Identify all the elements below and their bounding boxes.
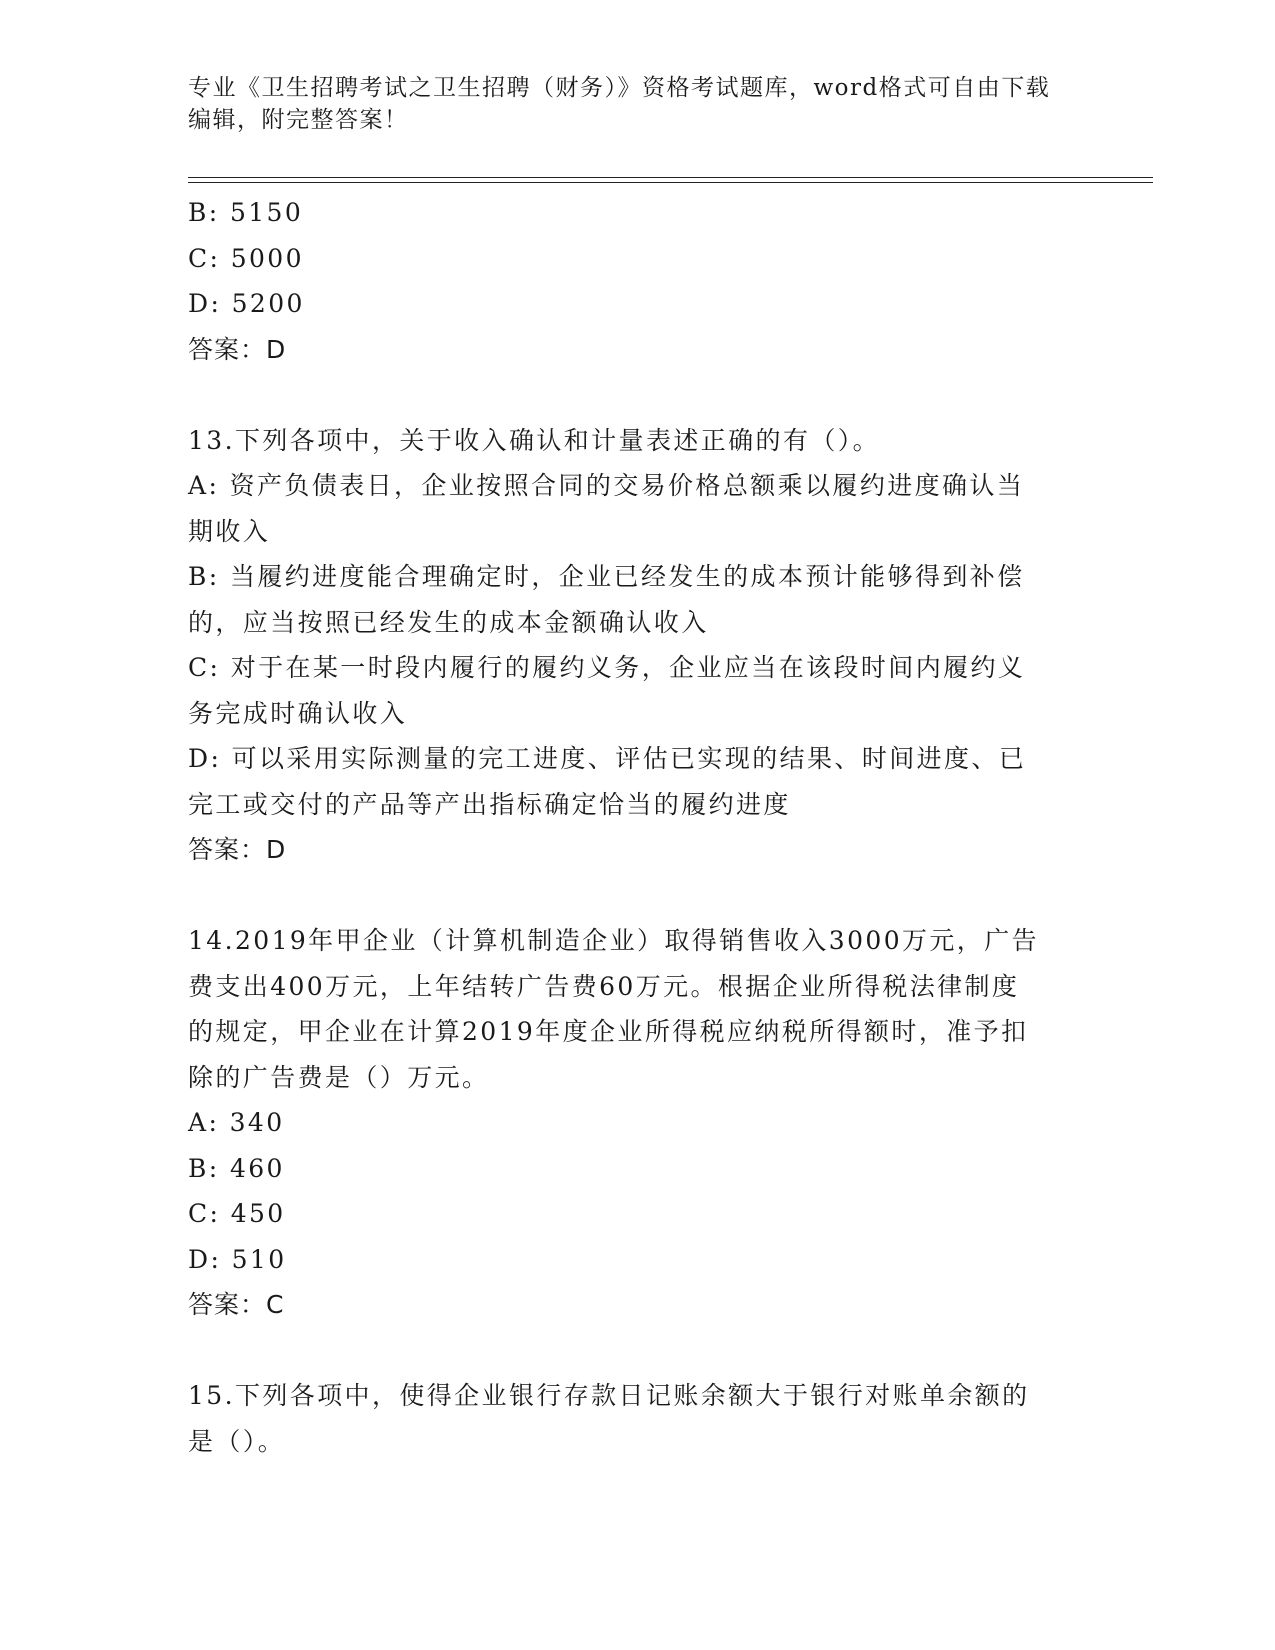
question-14 [188, 918, 1068, 1328]
option-c: C: 5000 [188, 243, 304, 273]
question-stem-line-1: 15.下列各项中，使得企业银行存款日记账余额大于银行对账单余额的 [188, 1381, 1030, 1410]
question-content [188, 190, 1068, 1464]
answer-line: 答案：C [188, 1290, 285, 1319]
question-12-tail [188, 190, 1068, 372]
spacer [188, 873, 1068, 919]
option-b-line-2: 的，应当按照已经发生的成本金额确认收入 [188, 607, 709, 637]
header-line-1: 专业《卫生招聘考试之卫生招聘（财务）》资格考试题库，word格式可自由下载 [188, 75, 1051, 101]
question-stem-line-1: 14.2019年甲企业（计算机制造企业）取得销售收入3000万元，广告 [188, 926, 1040, 955]
option-b: B: 5150 [188, 198, 304, 227]
option-c: C: 450 [188, 1199, 286, 1228]
option-b-line-1: B: 当履约进度能合理确定时，企业已经发生的成本预计能够得到补偿 [188, 562, 1025, 591]
option-c-line-1: C: 对于在某一时段内履行的履约义务，企业应当在该段时间内履约义 [188, 653, 1026, 682]
option-d-line-2: 完工或交付的产品等产出指标确定恰当的履约进度 [188, 789, 791, 819]
option-a-line-1: A: 资产负债表日，企业按照合同的交易价格总额乘以履约进度确认当 [188, 471, 1025, 500]
question-stem-line-4: 除的广告费是（）万元。 [188, 1062, 490, 1092]
option-d-line-1: D: 可以采用实际测量的完工进度、评估已实现的结果、时间进度、已 [188, 744, 1027, 773]
question-stem: 13.下列各项中，关于收入确认和计量表述正确的有（）。 [188, 425, 881, 455]
question-stem-line-2: 是（）。 [188, 1426, 286, 1456]
option-a-line-2: 期收入 [188, 516, 271, 546]
header-divider-bottom [188, 182, 1153, 183]
header-line-2: 编辑，附完整答案！ [188, 107, 409, 133]
answer-line: 答案：D [188, 334, 287, 364]
spacer [188, 372, 1068, 418]
question-15 [188, 1373, 1068, 1464]
page-header [188, 72, 1088, 136]
question-stem-line-2: 费支出400万元，上年结转广告费60万元。根据企业所得税法律制度 [188, 971, 1020, 1001]
question-13 [188, 418, 1068, 873]
answer-line: 答案：D [188, 835, 287, 864]
option-a: A: 340 [188, 1108, 285, 1137]
question-stem-line-3: 的规定，甲企业在计算2019年度企业所得税应纳税所得额时，准予扣 [188, 1017, 1029, 1046]
option-b: B: 460 [188, 1153, 285, 1183]
option-c-line-2: 务完成时确认收入 [188, 698, 408, 728]
header-divider-top [188, 177, 1153, 178]
option-d: D: 5200 [188, 289, 305, 318]
spacer [188, 1328, 1068, 1374]
option-d: D: 510 [188, 1244, 287, 1274]
